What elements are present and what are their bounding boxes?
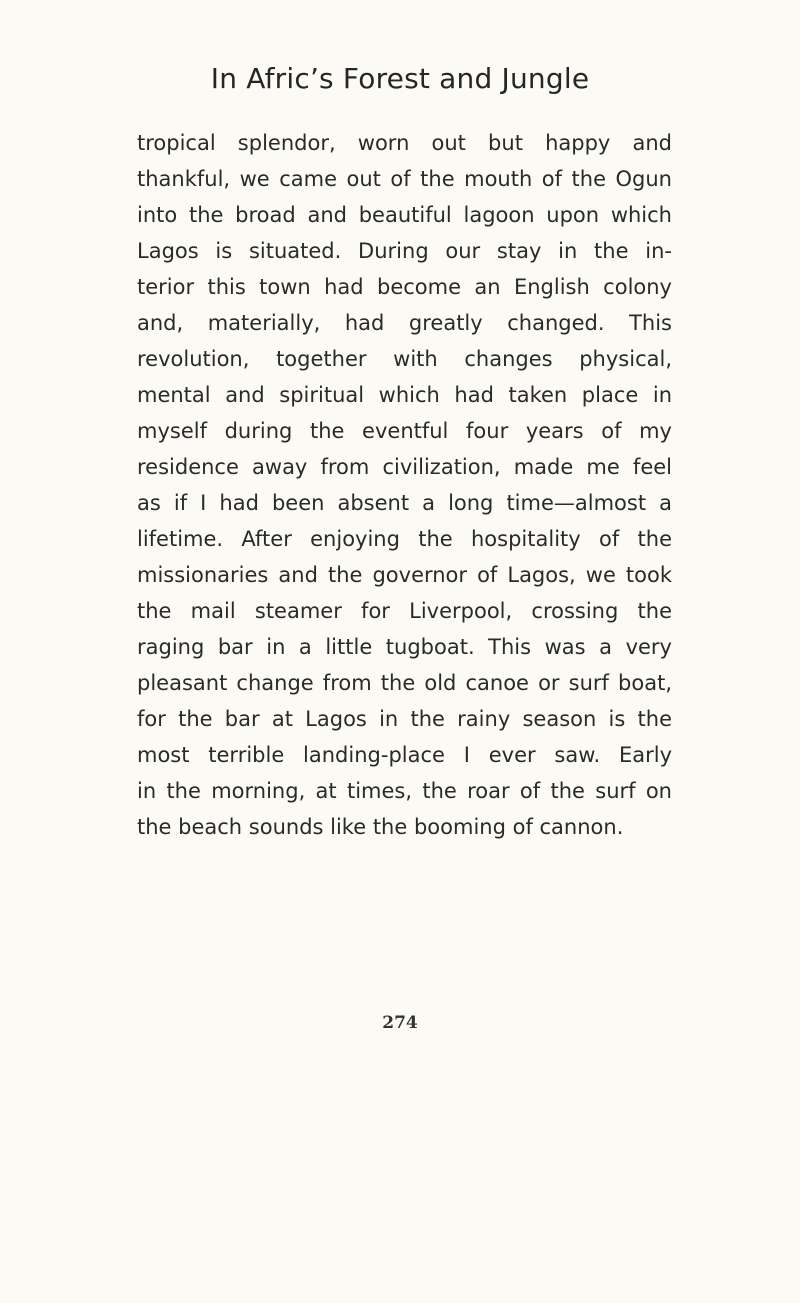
running-head: In Afric’s Forest and Jungle [210, 62, 590, 95]
text-line: the mail steamer for Liverpool, crossing the [137, 599, 672, 623]
text-line: myself during the eventful four years of my [137, 419, 672, 443]
text-line: into the broad and beautiful lagoon upon which [137, 203, 672, 227]
text-line: pleasant change from the old canoe or surf boat, [137, 671, 672, 695]
text-line: residence away from civilization, made me feel [137, 455, 672, 479]
text-line: mental and spiritual which had taken place in [137, 383, 672, 407]
text-line-last: the beach sounds like the booming of cannon. [137, 815, 624, 839]
text-line: most terrible landing-place I ever saw. Early [137, 743, 672, 767]
text-line: as if I had been absent a long time—almost a [137, 491, 672, 515]
page-number: 274 [382, 1013, 418, 1033]
text-line: revolution, together with changes physical, [137, 347, 672, 371]
text-line: missionaries and the governor of Lagos, we took [137, 563, 672, 587]
text-line: and, materially, had greatly changed. This [137, 311, 672, 335]
text-line: in the morning, at times, the roar of the surf on [137, 779, 672, 803]
body-text [137, 125, 672, 845]
text-line: raging bar in a little tugboat. This was a very [137, 635, 672, 659]
text-line: for the bar at Lagos in the rainy season is the [137, 707, 672, 731]
text-line: lifetime. After enjoying the hospitality of the [137, 527, 672, 551]
text-line: tropical splendor, worn out but happy and [137, 131, 672, 155]
text-line: thankful, we came out of the mouth of the Ogun [137, 167, 672, 191]
text-line: Lagos is situated. During our stay in the in- [137, 239, 672, 263]
text-line: terior this town had become an English colony [137, 275, 672, 299]
